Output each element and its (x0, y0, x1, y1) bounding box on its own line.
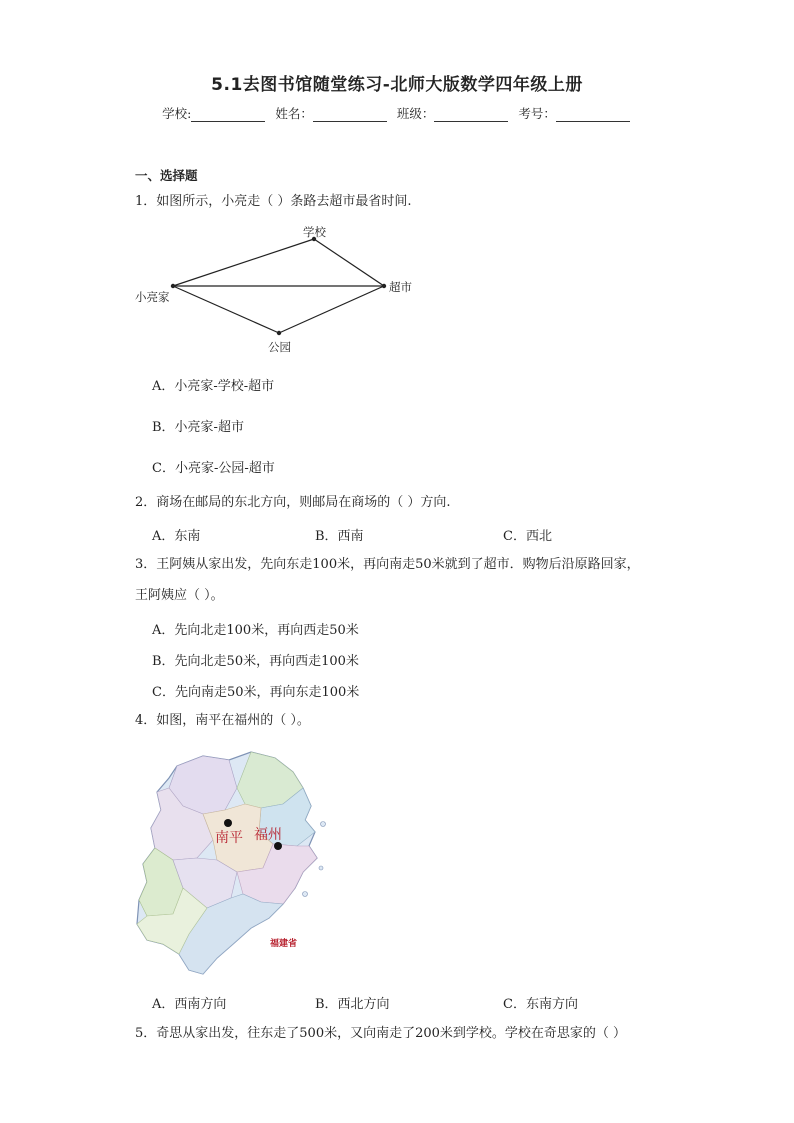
market-label: 超市 (389, 280, 412, 294)
q4-option-c[interactable]: C．东南方向 (503, 997, 578, 1012)
island-1 (321, 822, 326, 827)
class-field (397, 104, 511, 122)
route-home-school (173, 239, 314, 286)
q1-option-c[interactable]: C．小亮家-公园-超市 (152, 461, 275, 476)
route-home-park (173, 286, 279, 333)
route-park-market (279, 286, 384, 333)
route-diagram (130, 222, 430, 358)
name-label: 姓名： (275, 106, 313, 121)
school-field (162, 104, 267, 122)
q1-option-b[interactable]: B．小亮家-超市 (152, 420, 244, 435)
class-blank[interactable] (434, 107, 508, 122)
question-4-text: 4．如图，南平在福州的（ ）。 (135, 713, 310, 728)
class-label: 班级： (396, 106, 435, 121)
school-label: 学校: (162, 106, 192, 121)
q2-option-b[interactable]: B．西南 (315, 529, 364, 544)
q2-option-a[interactable]: A．东南 (152, 529, 201, 544)
question-2-text: 2．商场在邮局的东北方向，则邮局在商场的（ ）方向. (135, 495, 451, 510)
student-info-line (0, 104, 794, 122)
route-school-market (314, 239, 384, 286)
exam-number-blank[interactable] (556, 107, 630, 122)
school-label: 学校 (303, 225, 326, 239)
fujian-map (133, 748, 343, 980)
question-3-line-1: 3．王阿姨从家出发，先向东走100米，再向南走50米就到了超市．购物后沿原路回家， (135, 557, 640, 572)
school-blank[interactable] (191, 107, 265, 122)
question-3-line-2: 王阿姨应（ ）。 (135, 588, 224, 603)
island-2 (319, 866, 323, 870)
nanping-label: 南平 (215, 830, 243, 846)
province-label: 福建省 (270, 939, 298, 949)
q4-option-a[interactable]: A．西南方向 (152, 997, 227, 1012)
section-heading: 一、选择题 (135, 168, 198, 183)
fuzhou-label: 福州 (254, 827, 282, 843)
page-title: 5.1去图书馆随堂练习-北师大版数学四年级上册 (211, 75, 583, 95)
nanping-marker (224, 819, 232, 827)
park-label: 公园 (268, 340, 291, 354)
market-point (382, 284, 386, 288)
name-field (275, 104, 389, 122)
q3-option-b[interactable]: B．先向北走50米，再向西走100米 (152, 654, 359, 669)
park-point (277, 331, 281, 335)
island-3 (303, 892, 308, 897)
q1-option-a[interactable]: A．小亮家-学校-超市 (152, 379, 275, 394)
exam-number-field (518, 104, 632, 122)
name-blank[interactable] (313, 107, 387, 122)
q4-option-b[interactable]: B．西北方向 (315, 997, 390, 1012)
q3-option-a[interactable]: A．先向北走100米，再向西走50米 (152, 623, 359, 638)
fuzhou-marker (274, 842, 282, 850)
home-point (171, 284, 175, 288)
exam-number-label: 考号： (518, 106, 556, 121)
question-1-text: 1．如图所示，小亮走（ ）条路去超市最省时间. (135, 194, 412, 209)
question-5-text: 5．奇思从家出发，往东走了500米，又向南走了200米到学校。学校在奇思家的（ ） (135, 1026, 627, 1041)
q2-option-c[interactable]: C．西北 (503, 529, 552, 544)
q3-option-c[interactable]: C．先向南走50米，再向东走100米 (152, 685, 360, 700)
home-label: 小亮家 (135, 290, 170, 304)
